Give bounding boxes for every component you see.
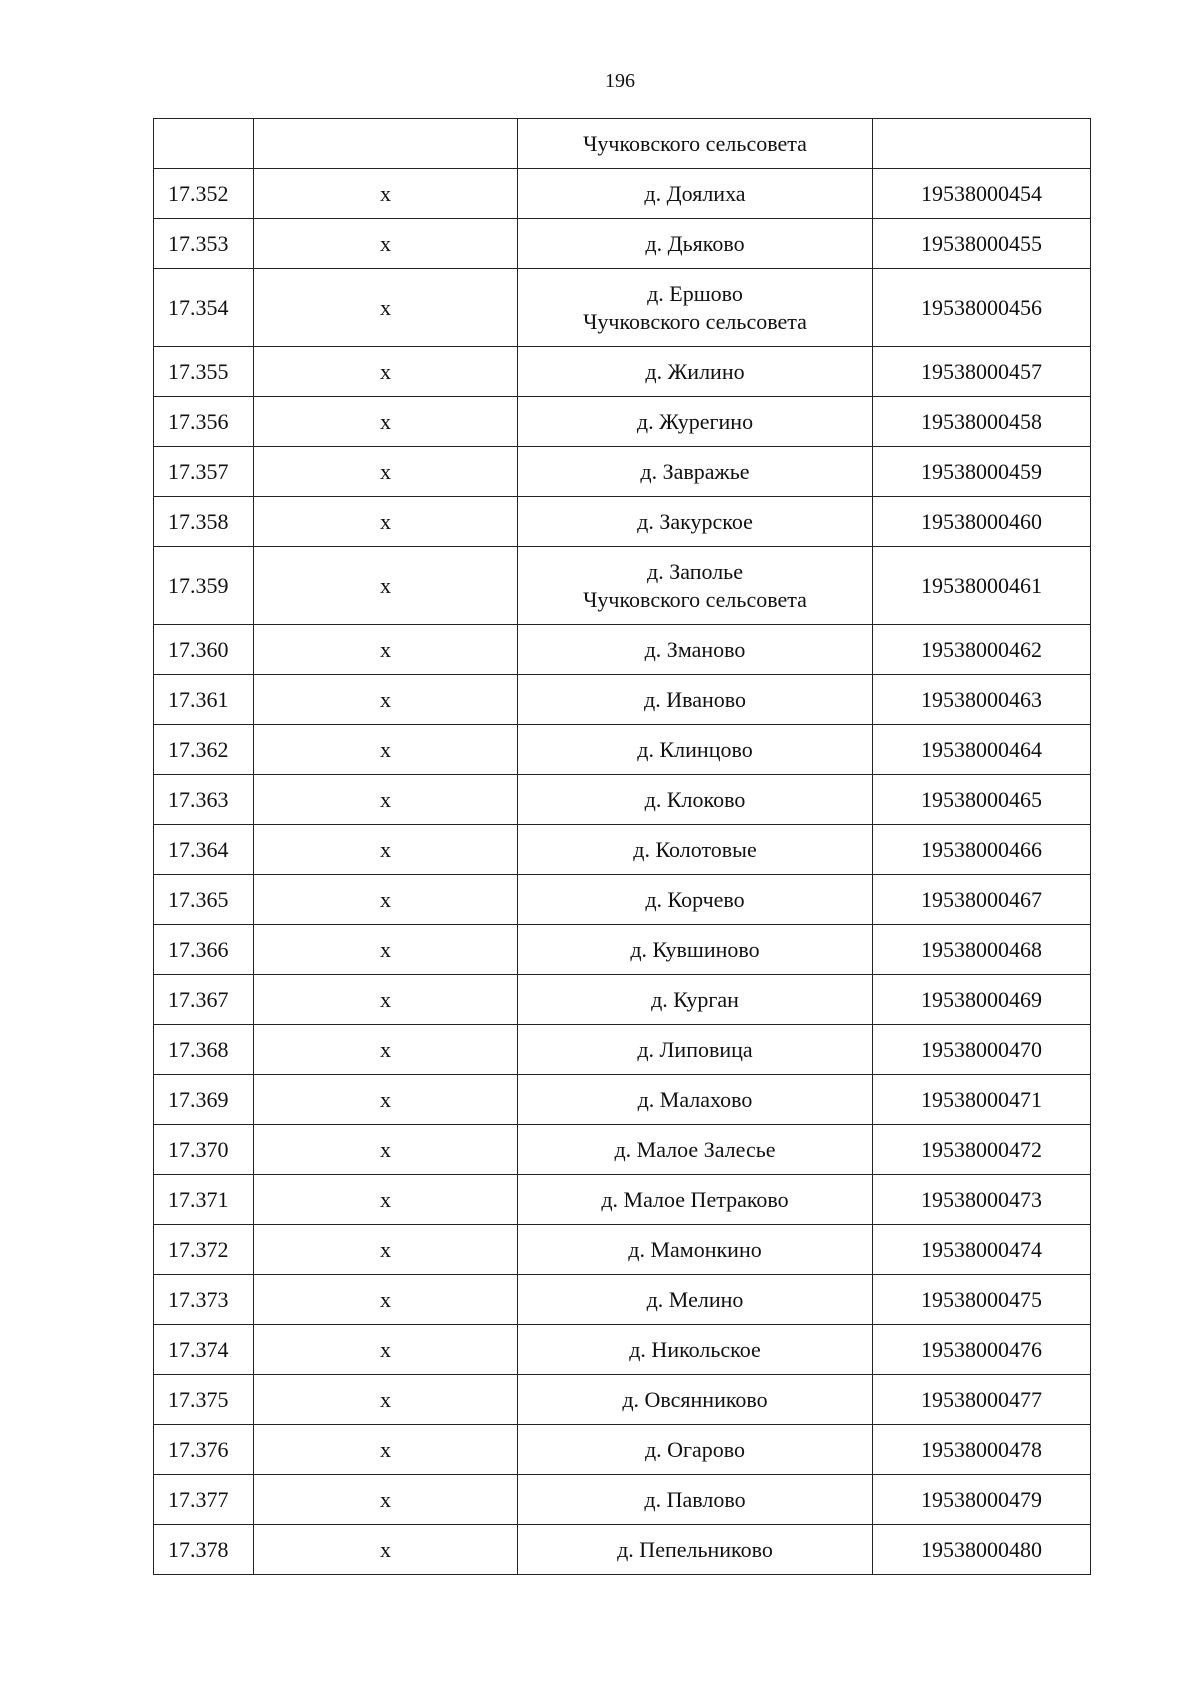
settlement-name-line: д. Мамонкино — [628, 1236, 762, 1262]
row-mark-cell: х — [254, 625, 518, 675]
row-mark-cell: х — [254, 725, 518, 775]
table-row — [154, 169, 1091, 219]
settlement-name-line: Чучковского сельсовета — [583, 308, 807, 334]
oktmo-code-cell: 19538000475 — [873, 1275, 1091, 1325]
settlement-name-line: д. Пепельниково — [617, 1536, 773, 1562]
row-mark-cell: х — [254, 925, 518, 975]
row-number-cell: 17.378 — [154, 1525, 254, 1575]
settlement-name-line: д. Ершово — [647, 280, 743, 306]
row-number-cell: 17.363 — [154, 775, 254, 825]
settlement-name-cell — [518, 825, 873, 875]
table-row — [154, 269, 1091, 347]
settlement-name-line: д. Иваново — [644, 686, 746, 712]
settlement-name-cell — [518, 547, 873, 625]
row-mark-cell: х — [254, 497, 518, 547]
row-mark-cell: х — [254, 825, 518, 875]
settlement-name-line: д. Кувшиново — [630, 936, 760, 962]
table-row — [154, 1475, 1091, 1525]
row-mark-cell: х — [254, 875, 518, 925]
settlement-name-cell — [518, 1475, 873, 1525]
row-mark-cell: х — [254, 1075, 518, 1125]
table-row — [154, 625, 1091, 675]
settlements-table-body — [154, 119, 1091, 1575]
row-mark-cell: х — [254, 1025, 518, 1075]
settlement-name-cell — [518, 1125, 873, 1175]
settlement-name-cell — [518, 119, 873, 169]
table-row — [154, 875, 1091, 925]
oktmo-code-cell: 19538000472 — [873, 1125, 1091, 1175]
oktmo-code-cell: 19538000461 — [873, 547, 1091, 625]
settlement-name-cell — [518, 447, 873, 497]
oktmo-code-cell: 19538000477 — [873, 1375, 1091, 1425]
row-mark-cell: х — [254, 775, 518, 825]
settlement-name-cell — [518, 1075, 873, 1125]
oktmo-code-cell: 19538000458 — [873, 397, 1091, 447]
settlement-name-line: д. Павлово — [644, 1486, 746, 1512]
table-row — [154, 1125, 1091, 1175]
row-mark-cell: х — [254, 1175, 518, 1225]
table-row — [154, 1225, 1091, 1275]
settlement-name-line: д. Дьяково — [645, 230, 745, 256]
settlement-name-line: д. Завражье — [640, 458, 750, 484]
oktmo-code-cell: 19538000457 — [873, 347, 1091, 397]
settlement-name-line: д. Колотовые — [633, 836, 757, 862]
row-mark-cell: х — [254, 269, 518, 347]
table-row — [154, 975, 1091, 1025]
oktmo-code-cell: 19538000463 — [873, 675, 1091, 725]
settlement-name-line: д. Никольское — [629, 1336, 761, 1362]
table-row — [154, 447, 1091, 497]
row-number-cell: 17.374 — [154, 1325, 254, 1375]
table-row — [154, 219, 1091, 269]
row-number-cell: 17.359 — [154, 547, 254, 625]
table-row — [154, 925, 1091, 975]
row-number-cell: 17.353 — [154, 219, 254, 269]
settlement-name-line: д. Малое Залесье — [614, 1136, 776, 1162]
row-mark-cell: х — [254, 1275, 518, 1325]
settlement-name-line: д. Корчево — [645, 886, 745, 912]
settlement-name-line: д. Огарово — [644, 1436, 746, 1462]
row-number-cell: 17.375 — [154, 1375, 254, 1425]
settlement-name-line: д. Журегино — [636, 408, 754, 434]
oktmo-code-cell: 19538000471 — [873, 1075, 1091, 1125]
settlement-name-cell — [518, 1425, 873, 1475]
oktmo-code-cell: 19538000468 — [873, 925, 1091, 975]
row-mark-cell: х — [254, 397, 518, 447]
row-mark-cell: х — [254, 675, 518, 725]
settlement-name-cell — [518, 775, 873, 825]
row-mark-cell: х — [254, 1475, 518, 1525]
row-number-cell: 17.370 — [154, 1125, 254, 1175]
settlement-name-cell — [518, 1325, 873, 1375]
settlement-name-cell — [518, 625, 873, 675]
row-number-cell: 17.355 — [154, 347, 254, 397]
row-mark-cell: х — [254, 219, 518, 269]
settlement-name-line: д. Зманово — [644, 636, 746, 662]
continuation-row — [154, 119, 1091, 169]
oktmo-code-cell: 19538000478 — [873, 1425, 1091, 1475]
row-number-cell: 17.373 — [154, 1275, 254, 1325]
table-row — [154, 1025, 1091, 1075]
settlement-name-line: д. Доялиха — [644, 180, 746, 206]
table-row — [154, 1425, 1091, 1475]
settlement-name-cell — [518, 1175, 873, 1225]
settlement-name-line: д. Закурское — [637, 508, 753, 534]
row-number-cell: 17.358 — [154, 497, 254, 547]
table-row — [154, 725, 1091, 775]
table-row — [154, 1175, 1091, 1225]
settlement-name-line: д. Клинцово — [637, 736, 753, 762]
settlement-name-line: д. Заполье — [647, 558, 743, 584]
row-mark-cell: х — [254, 975, 518, 1025]
settlement-name-cell — [518, 1025, 873, 1075]
row-mark-cell: х — [254, 1425, 518, 1475]
row-mark-cell: х — [254, 447, 518, 497]
table-row — [154, 1075, 1091, 1125]
settlement-name-line: д. Овсянниково — [622, 1386, 768, 1412]
row-mark-cell — [254, 119, 518, 169]
row-mark-cell: х — [254, 547, 518, 625]
oktmo-code-cell: 19538000469 — [873, 975, 1091, 1025]
settlement-name-line: д. Мелино — [646, 1286, 744, 1312]
settlement-name-cell — [518, 397, 873, 447]
settlements-table — [153, 118, 1091, 1575]
row-number-cell: 17.352 — [154, 169, 254, 219]
row-number-cell: 17.367 — [154, 975, 254, 1025]
oktmo-code-cell: 19538000474 — [873, 1225, 1091, 1275]
settlement-name-line: д. Клоково — [644, 786, 746, 812]
oktmo-code-cell: 19538000465 — [873, 775, 1091, 825]
table-row — [154, 1375, 1091, 1425]
row-number-cell: 17.364 — [154, 825, 254, 875]
table-row — [154, 397, 1091, 447]
settlement-name-line: д. Жилино — [645, 358, 745, 384]
oktmo-code-cell: 19538000466 — [873, 825, 1091, 875]
oktmo-code-cell: 19538000455 — [873, 219, 1091, 269]
settlement-name-cell — [518, 925, 873, 975]
row-number-cell: 17.376 — [154, 1425, 254, 1475]
row-number-cell: 17.368 — [154, 1025, 254, 1075]
table-row — [154, 1525, 1091, 1575]
row-number-cell: 17.372 — [154, 1225, 254, 1275]
oktmo-code-cell: 19538000460 — [873, 497, 1091, 547]
settlement-name-line: д. Малое Петраково — [601, 1186, 789, 1212]
row-number-cell: 17.369 — [154, 1075, 254, 1125]
settlement-name-cell — [518, 347, 873, 397]
table-row — [154, 675, 1091, 725]
settlement-name-line: Чучковского сельсовета — [583, 130, 807, 156]
settlement-name-cell — [518, 497, 873, 547]
row-number-cell: 17.366 — [154, 925, 254, 975]
settlement-name-cell — [518, 269, 873, 347]
row-number-cell: 17.354 — [154, 269, 254, 347]
row-number-cell: 17.377 — [154, 1475, 254, 1525]
oktmo-code-cell: 19538000467 — [873, 875, 1091, 925]
table-row — [154, 497, 1091, 547]
oktmo-code-cell: 19538000454 — [873, 169, 1091, 219]
row-mark-cell: х — [254, 347, 518, 397]
settlement-name-cell — [518, 1525, 873, 1575]
oktmo-code-cell: 19538000476 — [873, 1325, 1091, 1375]
oktmo-code-cell: 19538000459 — [873, 447, 1091, 497]
settlement-name-cell — [518, 1375, 873, 1425]
row-number-cell: 17.371 — [154, 1175, 254, 1225]
row-number-cell — [154, 119, 254, 169]
settlement-name-cell — [518, 975, 873, 1025]
oktmo-code-cell: 19538000456 — [873, 269, 1091, 347]
row-mark-cell: х — [254, 1525, 518, 1575]
table-row — [154, 347, 1091, 397]
oktmo-code-cell: 19538000479 — [873, 1475, 1091, 1525]
oktmo-code-cell: 19538000464 — [873, 725, 1091, 775]
row-number-cell: 17.365 — [154, 875, 254, 925]
page-number: 196 — [605, 70, 635, 92]
row-number-cell: 17.356 — [154, 397, 254, 447]
row-mark-cell: х — [254, 1325, 518, 1375]
settlement-name-line: д. Липовица — [637, 1036, 753, 1062]
table-row — [154, 775, 1091, 825]
oktmo-code-cell: 19538000462 — [873, 625, 1091, 675]
row-number-cell: 17.360 — [154, 625, 254, 675]
row-mark-cell: х — [254, 1225, 518, 1275]
table-row — [154, 1275, 1091, 1325]
oktmo-code-cell: 19538000473 — [873, 1175, 1091, 1225]
row-number-cell: 17.357 — [154, 447, 254, 497]
settlement-name-cell — [518, 219, 873, 269]
settlement-name-cell — [518, 875, 873, 925]
row-mark-cell: х — [254, 1125, 518, 1175]
settlement-name-cell — [518, 675, 873, 725]
row-number-cell: 17.361 — [154, 675, 254, 725]
settlement-name-cell — [518, 725, 873, 775]
row-mark-cell: х — [254, 169, 518, 219]
settlement-name-line: д. Курган — [651, 986, 739, 1012]
settlement-name-line: д. Малахово — [637, 1086, 753, 1112]
table-row — [154, 825, 1091, 875]
settlement-name-cell — [518, 1225, 873, 1275]
oktmo-code-cell: 19538000480 — [873, 1525, 1091, 1575]
settlement-name-cell — [518, 169, 873, 219]
row-mark-cell: х — [254, 1375, 518, 1425]
row-number-cell: 17.362 — [154, 725, 254, 775]
settlement-name-cell — [518, 1275, 873, 1325]
oktmo-code-cell — [873, 119, 1091, 169]
oktmo-code-cell: 19538000470 — [873, 1025, 1091, 1075]
table-row — [154, 1325, 1091, 1375]
table-row — [154, 547, 1091, 625]
settlement-name-line: Чучковского сельсовета — [583, 586, 807, 612]
